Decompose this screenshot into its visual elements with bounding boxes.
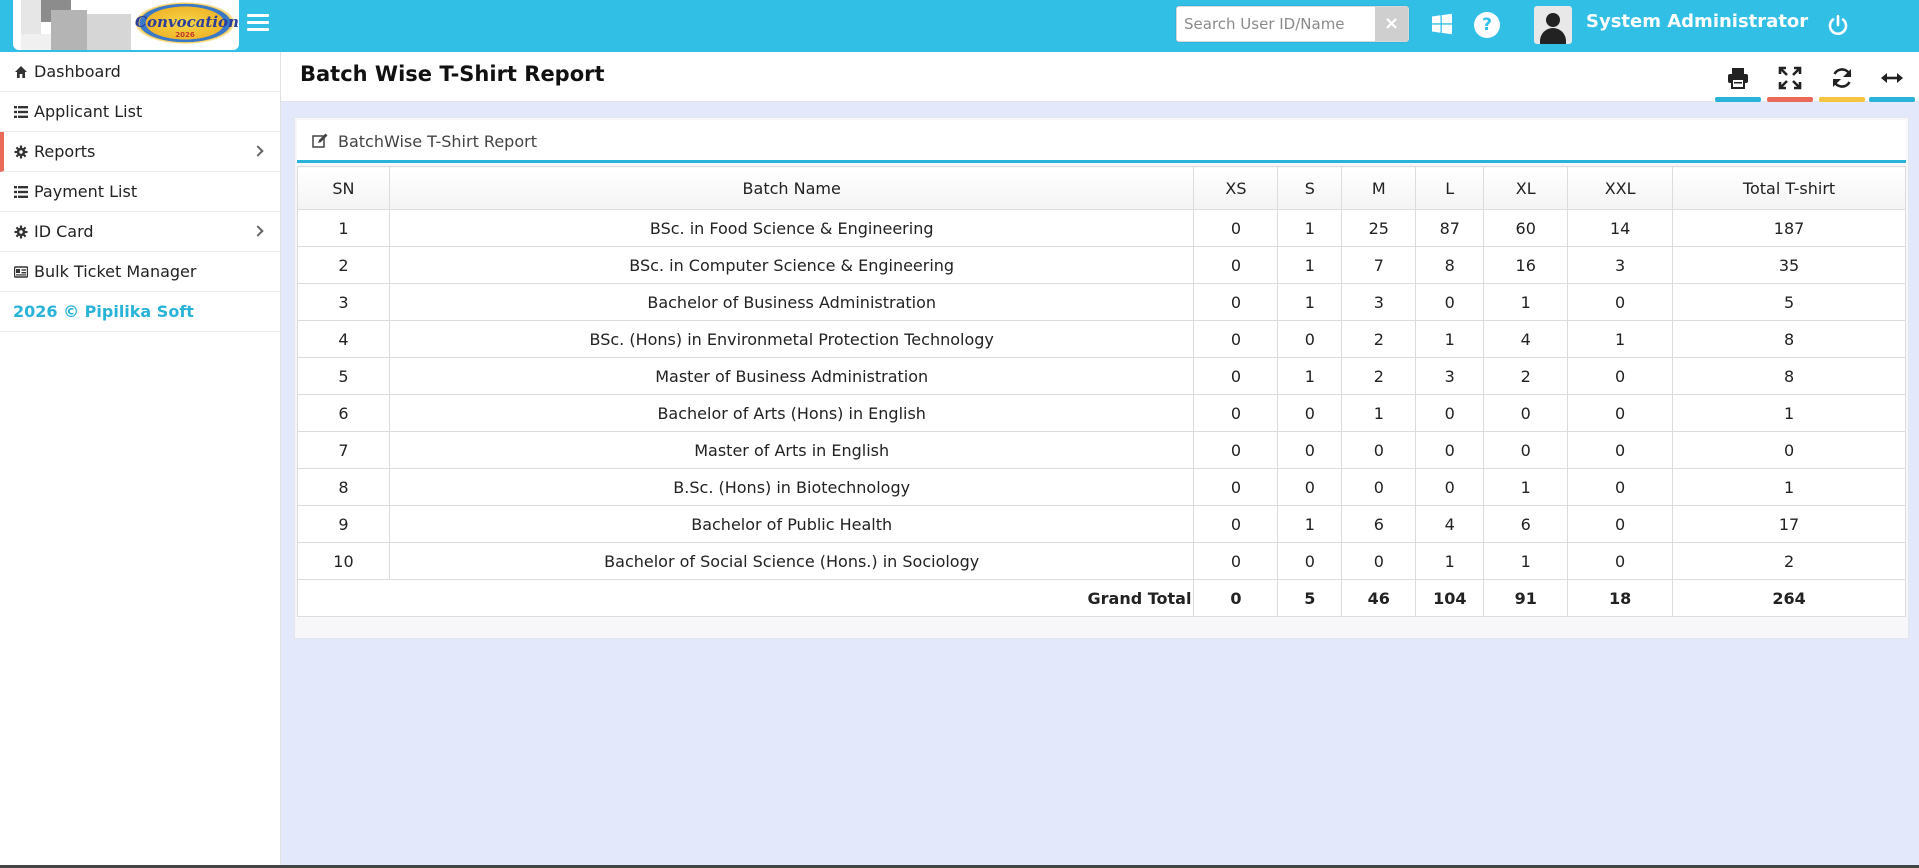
cell-s: 1 (1278, 247, 1342, 284)
cell-xl: 60 (1484, 210, 1568, 247)
cell-xs: 0 (1194, 543, 1278, 580)
cell-xxl: 0 (1568, 469, 1673, 506)
cell-s: 0 (1278, 432, 1342, 469)
sidebar (0, 52, 281, 868)
cell-l: 0 (1416, 395, 1484, 432)
app-logo[interactable] (13, 0, 239, 50)
sidebar-item-id-card[interactable] (0, 212, 280, 252)
cell-total: 187 (1673, 210, 1906, 247)
cell-xs: 0 (1194, 469, 1278, 506)
cell-sn: 10 (298, 543, 390, 580)
cell-total: 8 (1673, 358, 1906, 395)
power-logout-icon[interactable] (1825, 12, 1851, 38)
cell-xs: 0 (1194, 395, 1278, 432)
sidebar-item-label: Applicant List (34, 102, 143, 121)
cell-total: 1 (1673, 395, 1906, 432)
table-row (298, 247, 1906, 284)
fullscreen-icon (1778, 66, 1802, 90)
windows-icon[interactable] (1430, 12, 1456, 38)
sidebar-item-applicant-list[interactable] (0, 92, 280, 132)
cell-l: 0 (1416, 284, 1484, 321)
cell-s: 0 (1278, 543, 1342, 580)
cell-total: 5 (1673, 284, 1906, 321)
cell-l: 0 (1416, 469, 1484, 506)
cell-batch-name: BSc. (Hons) in Environmetal Protection Technology (389, 321, 1194, 358)
cell-xs: 0 (1194, 210, 1278, 247)
cell-sn: 3 (298, 284, 390, 321)
cell-l: 4 (1416, 506, 1484, 543)
gear-icon (14, 145, 28, 159)
column-header-m: M (1342, 167, 1416, 210)
cell-m: 2 (1342, 358, 1416, 395)
cell-xxl: 0 (1568, 395, 1673, 432)
cell-xl: 1 (1484, 284, 1568, 321)
sidebar-item-label: Bulk Ticket Manager (34, 262, 197, 281)
list-icon (14, 105, 28, 119)
edit-icon (312, 133, 328, 149)
gear-icon (14, 225, 28, 239)
chevron-right-icon (252, 145, 263, 156)
cell-sn: 9 (298, 506, 390, 543)
cell-batch-name: Master of Arts in English (389, 432, 1194, 469)
cell-xs: 0 (1194, 358, 1278, 395)
cell-batch-name: Bachelor of Public Health (389, 506, 1194, 543)
arrows-horizontal-icon (1880, 66, 1904, 90)
cell-batch-name: Master of Business Administration (389, 358, 1194, 395)
cell-s: 1 (1278, 358, 1342, 395)
grand-total-label: Grand Total (298, 580, 1194, 617)
table-row (298, 284, 1906, 321)
grand-total-row (298, 580, 1906, 617)
cell-l: 3 (1416, 358, 1484, 395)
cell-batch-name: BSc. in Food Science & Engineering (389, 210, 1194, 247)
cell-xxl: 0 (1568, 284, 1673, 321)
user-name[interactable]: System Administrator (1586, 11, 1809, 32)
cell-xl: 1 (1484, 469, 1568, 506)
cell-xxl: 0 (1568, 358, 1673, 395)
sidebar-footer-copyright[interactable]: 2026 © Pipilika Soft (0, 292, 280, 332)
cell-total: 2 (1673, 543, 1906, 580)
convocation-logo-badge: Convocation 2026 (135, 2, 235, 44)
cell-l: 1 (1416, 543, 1484, 580)
column-header-total: Total T-shirt (1673, 167, 1906, 210)
table-row (298, 358, 1906, 395)
cell-sn: 4 (298, 321, 390, 358)
cell-l: 8 (1416, 247, 1484, 284)
sidebar-item-dashboard[interactable] (0, 52, 280, 92)
cell-xs: 0 (1194, 432, 1278, 469)
id-card-icon (14, 265, 28, 279)
column-header-sn: SN (298, 167, 390, 210)
cell-batch-name: Bachelor of Social Science (Hons.) in Sociology (389, 543, 1194, 580)
cell-total: 17 (1673, 506, 1906, 543)
cell-sn: 5 (298, 358, 390, 395)
cell-xxl: 3 (1568, 247, 1673, 284)
cell-xl: 16 (1484, 247, 1568, 284)
cell-xl: 1 (1484, 543, 1568, 580)
sidebar-item-label: Reports (34, 142, 96, 161)
column-header-xxl: XXL (1568, 167, 1673, 210)
cell-s: 1 (1278, 284, 1342, 321)
cell-xxl: 14 (1568, 210, 1673, 247)
tshirt-report-table (297, 166, 1906, 617)
avatar[interactable] (1534, 6, 1572, 44)
cell-batch-name: Bachelor of Arts (Hons) in English (389, 395, 1194, 432)
refresh-button[interactable] (1819, 58, 1865, 98)
grand-total-m: 46 (1342, 580, 1416, 617)
cell-m: 0 (1342, 469, 1416, 506)
sidebar-item-bulk-ticket-manager[interactable] (0, 252, 280, 292)
logo-image (21, 0, 133, 50)
table-row (298, 432, 1906, 469)
cell-xs: 0 (1194, 321, 1278, 358)
cell-total: 35 (1673, 247, 1906, 284)
refresh-icon (1830, 66, 1854, 90)
grand-total-xs: 0 (1194, 580, 1278, 617)
chevron-right-icon (252, 225, 263, 236)
home-icon (14, 65, 28, 79)
sidebar-item-label: ID Card (34, 222, 94, 241)
search-clear-button[interactable]: × (1375, 7, 1408, 41)
sidebar-item-reports[interactable] (0, 132, 280, 172)
cell-batch-name: BSc. in Computer Science & Engineering (389, 247, 1194, 284)
table-row (298, 469, 1906, 506)
sidebar-item-label: Dashboard (34, 62, 121, 81)
table-row (298, 210, 1906, 247)
column-header-s: S (1278, 167, 1342, 210)
top-navbar (0, 0, 1919, 52)
grand-total-xl: 91 (1484, 580, 1568, 617)
table-body (298, 210, 1906, 617)
search-input[interactable] (1177, 7, 1375, 41)
table-row (298, 543, 1906, 580)
grand-total-s: 5 (1278, 580, 1342, 617)
column-header-xs: XS (1194, 167, 1278, 210)
list-icon (14, 185, 28, 199)
cell-m: 0 (1342, 432, 1416, 469)
cell-m: 7 (1342, 247, 1416, 284)
cell-xl: 0 (1484, 432, 1568, 469)
cell-l: 1 (1416, 321, 1484, 358)
cell-m: 0 (1342, 543, 1416, 580)
cell-xl: 0 (1484, 395, 1568, 432)
cell-m: 6 (1342, 506, 1416, 543)
sidebar-item-label: Payment List (34, 182, 138, 201)
menu-toggle-icon[interactable] (247, 14, 269, 34)
cell-sn: 2 (298, 247, 390, 284)
cell-s: 0 (1278, 395, 1342, 432)
cell-sn: 6 (298, 395, 390, 432)
print-icon (1726, 66, 1750, 90)
cell-xl: 6 (1484, 506, 1568, 543)
sidebar-item-payment-list[interactable] (0, 172, 280, 212)
cell-xs: 0 (1194, 284, 1278, 321)
cell-total: 8 (1673, 321, 1906, 358)
cell-sn: 1 (298, 210, 390, 247)
cell-sn: 8 (298, 469, 390, 506)
column-header-l: L (1416, 167, 1484, 210)
column-header-xl: XL (1484, 167, 1568, 210)
expand-width-button[interactable] (1869, 58, 1915, 98)
table-row (298, 506, 1906, 543)
cell-xs: 0 (1194, 506, 1278, 543)
page-title: Batch Wise T-Shirt Report (300, 62, 605, 86)
cell-total: 0 (1673, 432, 1906, 469)
cell-m: 1 (1342, 395, 1416, 432)
table-header-row (298, 167, 1906, 210)
cell-total: 1 (1673, 469, 1906, 506)
cell-xxl: 1 (1568, 321, 1673, 358)
cell-m: 25 (1342, 210, 1416, 247)
cell-xxl: 0 (1568, 543, 1673, 580)
cell-s: 1 (1278, 506, 1342, 543)
cell-batch-name: Bachelor of Business Administration (389, 284, 1194, 321)
report-panel (294, 117, 1909, 639)
print-button[interactable] (1715, 58, 1761, 98)
cell-s: 1 (1278, 210, 1342, 247)
cell-s: 0 (1278, 469, 1342, 506)
help-icon[interactable]: ? (1474, 12, 1500, 38)
cell-sn: 7 (298, 432, 390, 469)
cell-l: 87 (1416, 210, 1484, 247)
cell-m: 3 (1342, 284, 1416, 321)
page-header (281, 52, 1919, 102)
cell-xxl: 0 (1568, 432, 1673, 469)
cell-xxl: 0 (1568, 506, 1673, 543)
grand-total-total: 264 (1673, 580, 1906, 617)
panel-header (297, 120, 1906, 163)
panel-title: BatchWise T-Shirt Report (338, 132, 537, 151)
column-header-batch-name: Batch Name (389, 167, 1194, 210)
cell-s: 0 (1278, 321, 1342, 358)
table-row (298, 395, 1906, 432)
cell-xs: 0 (1194, 247, 1278, 284)
grand-total-l: 104 (1416, 580, 1484, 617)
user-search-box (1176, 6, 1409, 42)
cell-xl: 2 (1484, 358, 1568, 395)
table-row (298, 321, 1906, 358)
cell-xl: 4 (1484, 321, 1568, 358)
cell-batch-name: B.Sc. (Hons) in Biotechnology (389, 469, 1194, 506)
grand-total-xxl: 18 (1568, 580, 1673, 617)
cell-l: 0 (1416, 432, 1484, 469)
cell-m: 2 (1342, 321, 1416, 358)
fullscreen-button[interactable] (1767, 58, 1813, 98)
